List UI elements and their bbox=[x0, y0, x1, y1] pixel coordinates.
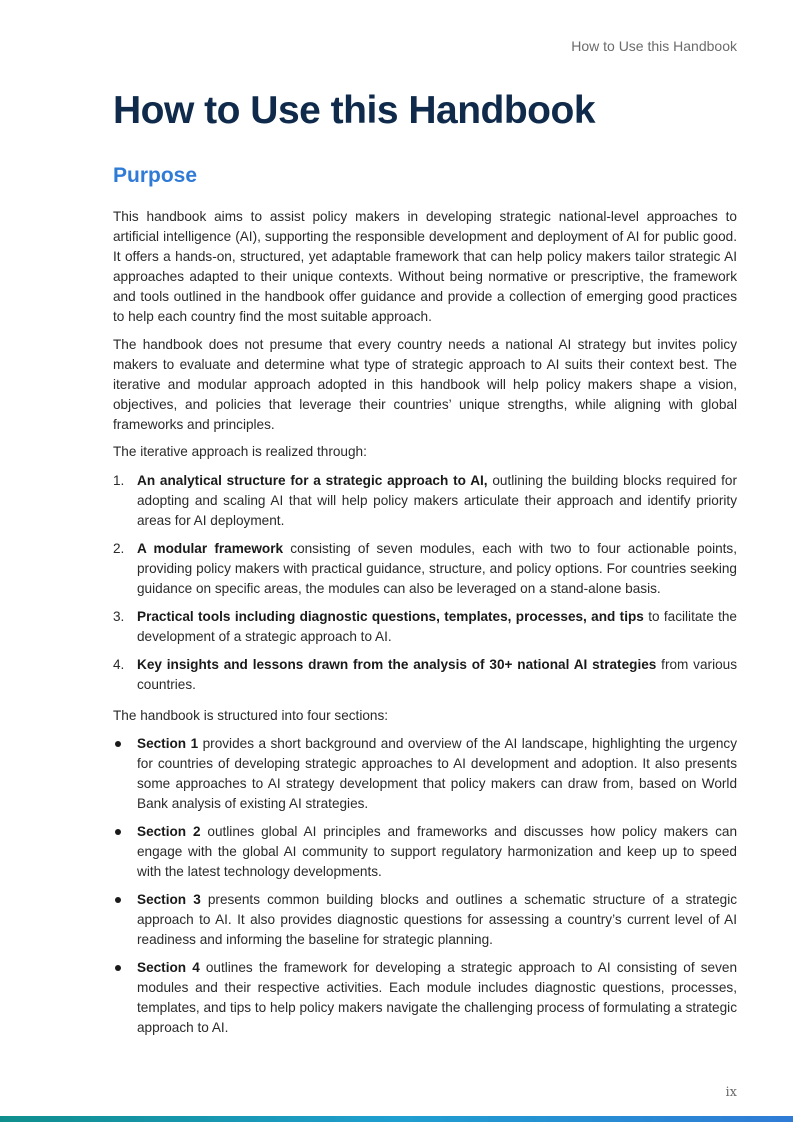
list-item bbox=[113, 539, 737, 599]
paragraph: The handbook is structured into four sections: bbox=[113, 708, 389, 723]
list-item-bold: Section 3 bbox=[137, 892, 201, 907]
list-item-bold: A modular framework bbox=[137, 541, 284, 556]
bullet-icon bbox=[115, 897, 121, 903]
list-item-text: provides a short background and overview of the AI landscape, highlighting the urgency for countries of developing strategic approaches to AI development and adoption. It also presents some approaches to AI strategy development that policy makers can draw from, based on World Bank analysis of existing AI strategies. bbox=[137, 736, 737, 811]
page-number: ix bbox=[725, 1085, 737, 1100]
footer-color-band bbox=[0, 1116, 793, 1122]
bullet-list bbox=[113, 734, 737, 1038]
running-header: How to Use this Handbook bbox=[571, 38, 737, 54]
list-item bbox=[113, 607, 737, 647]
list-item bbox=[113, 655, 737, 695]
list-item bbox=[113, 822, 737, 882]
bullet-icon bbox=[115, 741, 121, 747]
section-title-purpose: Purpose bbox=[113, 164, 198, 187]
list-item bbox=[113, 734, 737, 814]
list-item bbox=[113, 471, 737, 531]
bullet-icon bbox=[115, 829, 121, 835]
list-item-bold: Section 1 bbox=[137, 736, 199, 751]
list-item-text: presents common building blocks and outlines a schematic structure of a strategic approach to AI. It also provides diagnostic questions for assessing a country’s current level of AI readiness and informing the baseline for strategic planning. bbox=[137, 892, 738, 947]
numbered-list bbox=[113, 471, 737, 695]
list-number: 4. bbox=[113, 657, 125, 672]
paragraph: This handbook aims to assist policy makers in developing strategic national-level approaches to artificial intelligence (AI), supporting the responsible development and deployment of AI for public good. It offers a hands-on, structured, yet adaptable framework that can help policy makers tailor strategic AI approaches adapted to their unique contexts. Without being normative or prescriptive, the framework and tools outlined in the handbook offer guidance and provide a collection of emerging good practices to help each country find the most suitable approach. bbox=[113, 209, 737, 324]
list-item bbox=[113, 890, 737, 950]
bullet-icon bbox=[115, 965, 121, 971]
list-item-text: from various countries. bbox=[137, 657, 738, 692]
list-number: 3. bbox=[113, 609, 125, 624]
list-item-text: outlining the building blocks required for adopting and scaling AI that will help policy makers articulate their approach and identify priority areas for AI deployment. bbox=[137, 473, 737, 528]
list-item-bold: An analytical structure for a strategic approach to AI, bbox=[137, 473, 488, 488]
paragraph: The handbook does not presume that every country needs a national AI strategy but invites policy makers to evaluate and determine what type of strategic approach to AI suits their context best. The iterative and modular approach adopted in this handbook will help policy makers shape a vision, objectives, and policies that leverage their countries’ unique strengths, while aligning with global frameworks and principles. bbox=[113, 337, 737, 432]
list-item bbox=[113, 958, 737, 1038]
paragraph: The iterative approach is realized through: bbox=[113, 444, 367, 459]
list-item-bold: Section 4 bbox=[137, 960, 200, 975]
list-item-bold: Practical tools including diagnostic questions, templates, processes, and tips bbox=[137, 609, 644, 624]
list-item-bold: Section 2 bbox=[137, 824, 201, 839]
page-title: How to Use this Handbook bbox=[113, 89, 596, 132]
list-number: 2. bbox=[113, 541, 125, 556]
list-number: 1. bbox=[113, 473, 125, 488]
list-item-text: to facilitate the development of a strategic approach to AI. bbox=[137, 609, 737, 644]
body-text bbox=[113, 207, 737, 1038]
list-item-text: outlines global AI principles and frameworks and discusses how policy makers can engage with the global AI community to support regulatory harmonization and keep up to speed with the latest technology developments. bbox=[137, 824, 738, 879]
list-item-text: consisting of seven modules, each with two to four actionable points, providing policy makers with practical guidance, structure, and policy options. For countries seeking guidance on specific areas, the modules can also be leveraged on a stand-alone basis. bbox=[137, 541, 737, 596]
list-item-text: outlines the framework for developing a strategic approach to AI consisting of seven modules and their respective activities. Each module includes diagnostic questions, processes, templates, and tips to help policy makers navigate the challenging process of formulating a strategic approach to AI. bbox=[137, 960, 738, 1035]
list-item-bold: Key insights and lessons drawn from the analysis of 30+ national AI strategies bbox=[137, 657, 657, 672]
page-content bbox=[113, 86, 737, 1046]
